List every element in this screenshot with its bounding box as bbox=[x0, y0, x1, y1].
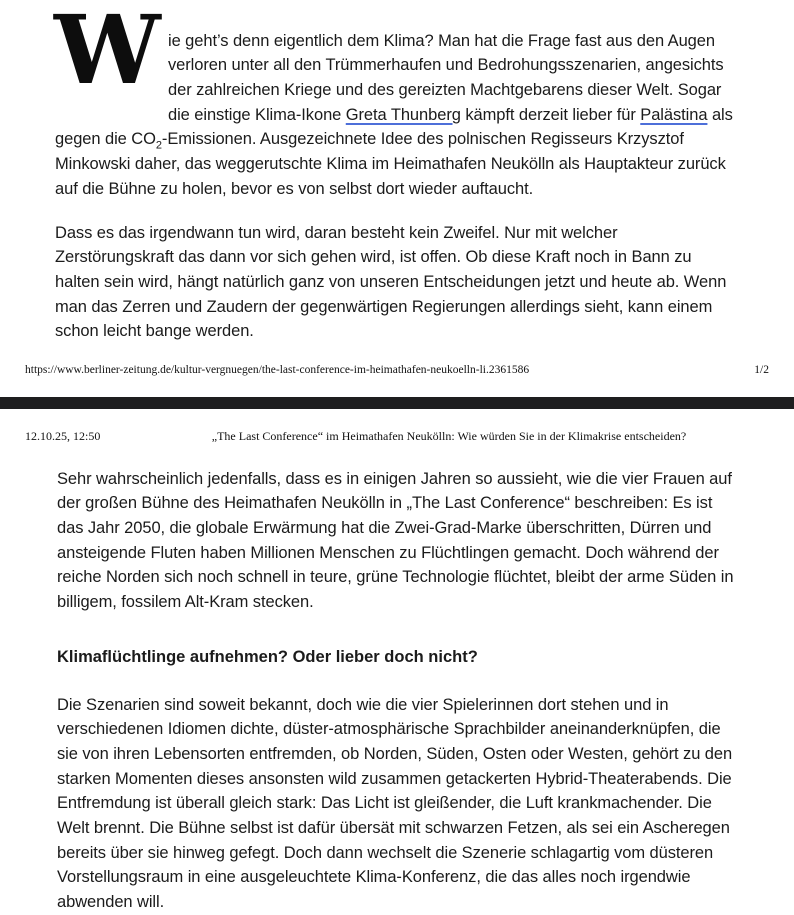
print-datetime: 12.10.25, 12:50 bbox=[25, 429, 101, 443]
link-greta-thunberg[interactable]: Greta Thunberg bbox=[345, 105, 461, 124]
article-paragraph-2: Dass es das irgendwann tun wird, daran besteht kein Zweifel. Nur mit welcher Zerstörungskraft das dann vor sich gehen wird, ist offen. Ob diese Kraft noch in Bann zu halten sein wird, hängt natürlich ganz von unseren Entscheidungen jetzt und heute ab. Wenn man das Zerren und Zaudern der gegenwärtigen Regierungen allerdings sieht, kann einem schon leicht bange werden. bbox=[55, 223, 727, 341]
link-palaestina[interactable]: Palästina bbox=[640, 105, 708, 124]
section-heading: Klimaflüchtlinge aufnehmen? Oder lieber doch nicht? bbox=[57, 647, 478, 666]
paragraph-1-text: kämpft derzeit lieber für bbox=[460, 105, 641, 124]
page1-print-footer bbox=[25, 364, 769, 380]
drop-cap-spacer bbox=[55, 29, 168, 126]
paragraph-1-text: -Emissionen. Ausgezeichnete Idee des polnischen Regisseurs Krzysztof Minkowski daher, das weggerutschte Klima im Heimathafen Neukölln als Hauptakteur zurück auf die Bühne zu holen, bevor es von selbst dort wieder auftaucht. bbox=[55, 130, 726, 198]
drop-cap: W bbox=[54, 0, 161, 106]
page2-print-header bbox=[0, 429, 794, 447]
co2-subscript: 2 bbox=[155, 139, 162, 152]
article-paragraph-3: Sehr wahrscheinlich jedenfalls, dass es in einigen Jahren so aussieht, wie die vier Frauen auf der großen Bühne des Heimathafen Neukölln in „The Last Conference“ beschreiben: Es ist das Jahr 2050, die globale Erwärmung hat die Zwei-Grad-Marke überschritten, Dürren und ansteigende Fluten haben Millionen Menschen zu Flüchtlingen gemacht. Doch während der reiche Norden sich noch schnell in teure, grüne Technologie flüchtet, bleibt der arme Süden in billigem, fossilem Alt-Kram stecken. bbox=[57, 469, 734, 612]
paragraph-1-text: ie geht’s denn eigentlich dem Klima? Man hat die Frage fast aus den Augen verloren unter all den Trümmerhaufen und Bedrohungsszenarien, angesichts der zahlreichen Kriege und des gereizten Machtgebarens dieser Welt. Sogar die einstige Klima-Ikone bbox=[168, 31, 724, 124]
paragraph-1-text: als gegen die CO bbox=[55, 105, 733, 149]
article-paragraph-1 bbox=[55, 29, 739, 202]
article-paragraph-4: Die Szenarien sind soweit bekannt, doch wie die vier Spielerinnen dort stehen und in verschiedenen Idiomen dichte, düster-atmosphärische Sprachbilder aneinanderknüpfen, die sie von ihren Lebensorten entfremden, ob Norden, Süden, Osten oder Westen, gehört zu den starken Momenten dieses ansonsten wild zusammen getackerten Hybrid-Theaterabends. Die Entfremdung ist überall gleich stark: Das Licht ist gleißender, die Luft krankmachender. Die Welt brennt. Die Bühne selbst ist dafür übersät mit schwarzen Fetzen, als sei ein Ascheregen bereits über sie hinweg gefegt. Doch dann wechselt die Szenerie schlagartig vom düsteren Vorstellungsraum in eine ausgeleuchtete Klima-Konferenz, die das alles noch irgendwie abwenden will. bbox=[57, 695, 733, 912]
footer-page-number: 1/2 bbox=[754, 364, 769, 376]
print-article-title: „The Last Conference“ im Heimathafen Neukölln: Wie würden Sie in der Klimakrise entscheiden? bbox=[211, 429, 687, 443]
page-separator-bar bbox=[0, 397, 794, 409]
footer-source-url: https://www.berliner-zeitung.de/kultur-vergnuegen/the-last-conference-im-heimathafen-neukoelln-li.2361586 bbox=[25, 364, 530, 376]
